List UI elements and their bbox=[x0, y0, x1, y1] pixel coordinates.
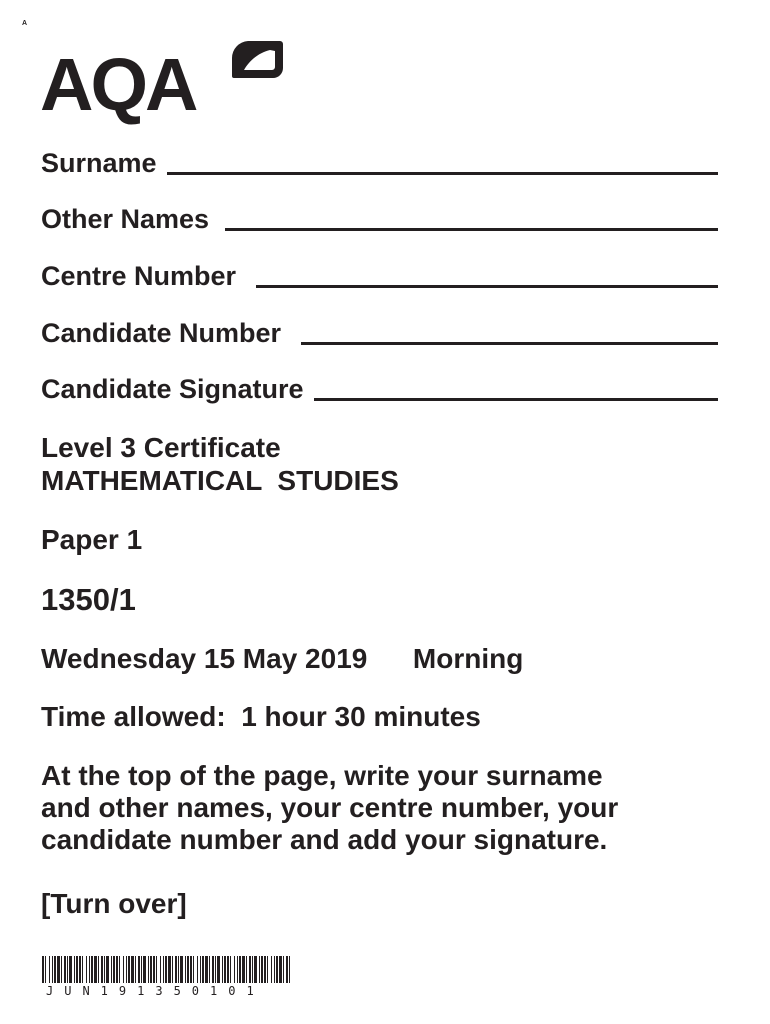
instruction-line-2: and other names, your centre number, your bbox=[41, 792, 619, 823]
barcode-bar bbox=[101, 956, 103, 983]
barcode-bar bbox=[222, 956, 223, 983]
barcode-bar bbox=[209, 956, 210, 983]
barcode-bar bbox=[49, 956, 50, 983]
barcode-bar bbox=[106, 956, 109, 983]
candidate-signature-label: Candidate Signature bbox=[41, 374, 304, 404]
barcode-bar bbox=[185, 956, 186, 983]
paper-code: 1350/1 bbox=[41, 582, 136, 617]
barcode-bar bbox=[224, 956, 226, 983]
barcode-bar bbox=[175, 956, 177, 983]
barcode-bar bbox=[239, 956, 241, 983]
barcode-bar bbox=[197, 956, 198, 983]
barcode-bar bbox=[150, 956, 152, 983]
barcode-bar bbox=[279, 956, 282, 983]
barcode-bar bbox=[217, 956, 220, 983]
barcode-bar bbox=[274, 956, 275, 983]
barcode-bar bbox=[230, 956, 231, 983]
barcode-bar bbox=[89, 956, 90, 983]
leaf-icon bbox=[230, 38, 286, 80]
subject-title: MATHEMATICAL STUDIES bbox=[41, 465, 399, 496]
time-allowed: Time allowed: 1 hour 30 minutes bbox=[41, 701, 481, 732]
barcode-bar bbox=[259, 956, 260, 983]
candidate-signature-line[interactable] bbox=[314, 398, 718, 401]
barcode-bar bbox=[91, 956, 93, 983]
qualification-level: Level 3 Certificate bbox=[41, 432, 281, 463]
barcode-bar bbox=[180, 956, 183, 983]
barcode-bar bbox=[153, 956, 155, 983]
barcode-bar bbox=[126, 956, 127, 983]
barcode-bar bbox=[227, 956, 229, 983]
barcode-bar bbox=[193, 956, 194, 983]
centre-number-line[interactable] bbox=[256, 285, 718, 288]
other-names-field[interactable] bbox=[41, 200, 718, 234]
barcode-bar bbox=[205, 956, 208, 983]
barcode-bar bbox=[249, 956, 251, 983]
exam-date-row bbox=[41, 642, 523, 675]
instruction-line-1: At the top of the page, write your surname bbox=[41, 760, 603, 791]
barcode-bar bbox=[135, 956, 136, 983]
barcode-bar bbox=[67, 956, 68, 983]
barcode-bar bbox=[82, 956, 83, 983]
barcode-bar bbox=[276, 956, 278, 983]
barcode-bar bbox=[123, 956, 124, 983]
barcode-bar bbox=[190, 956, 192, 983]
barcode-bar bbox=[215, 956, 216, 983]
barcode-bar bbox=[119, 956, 120, 983]
barcode-bar bbox=[61, 956, 62, 983]
barcode-bar bbox=[79, 956, 81, 983]
surname-field[interactable] bbox=[41, 144, 718, 178]
exam-session: Morning bbox=[412, 643, 524, 674]
aqa-logo bbox=[40, 38, 290, 126]
barcode-bar bbox=[234, 956, 235, 983]
barcode-bar bbox=[246, 956, 247, 983]
barcode-bar bbox=[165, 956, 167, 983]
barcode-bar bbox=[156, 956, 157, 983]
candidate-signature-field[interactable] bbox=[41, 370, 718, 404]
other-names-line[interactable] bbox=[225, 228, 718, 231]
barcode-bar bbox=[267, 956, 268, 983]
surname-line[interactable] bbox=[167, 172, 718, 175]
barcode-bar bbox=[252, 956, 253, 983]
barcode-bar bbox=[187, 956, 189, 983]
barcode-bar bbox=[64, 956, 66, 983]
barcode-bar bbox=[113, 956, 115, 983]
centre-number-label: Centre Number bbox=[41, 261, 237, 291]
barcode-bar bbox=[74, 956, 75, 983]
other-names-label: Other Names bbox=[41, 204, 210, 234]
barcode-bar bbox=[148, 956, 149, 983]
barcode-bar bbox=[261, 956, 263, 983]
barcode-bar bbox=[264, 956, 266, 983]
candidate-number-label: Candidate Number bbox=[41, 318, 282, 348]
barcode-bar bbox=[271, 956, 272, 983]
centre-number-field[interactable] bbox=[41, 257, 718, 291]
aqa-logo-text: AQA bbox=[40, 43, 196, 126]
barcode-bar bbox=[178, 956, 179, 983]
exam-date: Wednesday 15 May 2019 bbox=[41, 643, 368, 674]
barcode-text: JUN191350101 bbox=[46, 984, 265, 998]
barcode-bar bbox=[86, 956, 87, 983]
candidate-number-line[interactable] bbox=[301, 342, 718, 345]
paper-name: Paper 1 bbox=[41, 524, 143, 555]
barcode-bar bbox=[42, 956, 44, 983]
surname-label: Surname bbox=[41, 148, 157, 178]
barcode-bar bbox=[283, 956, 284, 983]
barcode-bar bbox=[242, 956, 245, 983]
barcode-bar bbox=[160, 956, 161, 983]
barcode-bar bbox=[138, 956, 140, 983]
barcode-bar bbox=[237, 956, 238, 983]
barcode-bar bbox=[289, 956, 290, 983]
barcode-bar bbox=[69, 956, 72, 983]
barcode-bar bbox=[128, 956, 130, 983]
turn-over: [Turn over] bbox=[41, 888, 187, 919]
barcode-bar bbox=[202, 956, 204, 983]
barcode-bar bbox=[141, 956, 142, 983]
barcode bbox=[42, 956, 290, 983]
barcode-bar bbox=[76, 956, 78, 983]
barcode-bar bbox=[52, 956, 53, 983]
candidate-number-field[interactable] bbox=[41, 314, 718, 348]
barcode-bar bbox=[57, 956, 60, 983]
instruction-line-3: candidate number and add your signature. bbox=[41, 824, 608, 855]
barcode-bar bbox=[172, 956, 173, 983]
barcode-bar bbox=[168, 956, 171, 983]
barcode-bar bbox=[163, 956, 164, 983]
barcode-bar bbox=[116, 956, 118, 983]
barcode-bar bbox=[286, 956, 288, 983]
barcode-bar bbox=[111, 956, 112, 983]
barcode-bar bbox=[143, 956, 146, 983]
barcode-bar bbox=[200, 956, 201, 983]
barcode-bar bbox=[54, 956, 56, 983]
barcode-bar bbox=[45, 956, 46, 983]
barcode-bar bbox=[131, 956, 134, 983]
barcode-bar bbox=[254, 956, 257, 983]
barcode-bar bbox=[94, 956, 97, 983]
corner-mark: A bbox=[22, 20, 28, 27]
barcode-bar bbox=[212, 956, 214, 983]
barcode-bar bbox=[104, 956, 105, 983]
barcode-bar bbox=[98, 956, 99, 983]
